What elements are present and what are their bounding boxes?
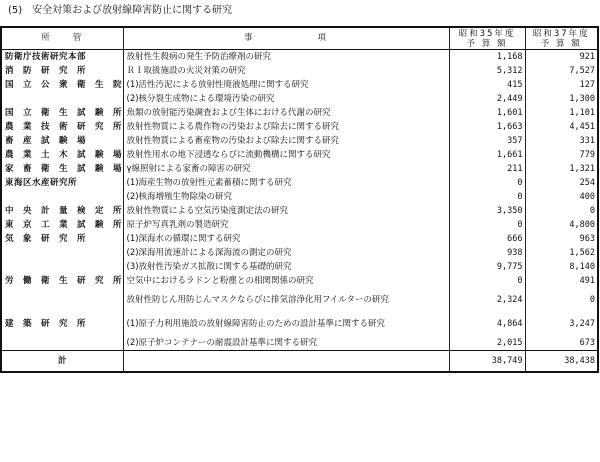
header-fy37-line1: 昭和37年度	[532, 28, 590, 39]
header-row	[1, 27, 598, 50]
item-cell: (1)原子力利用施設の放射線障害防止のための設計基準に関する研究	[123, 312, 449, 336]
fy35-amount-cell: 1,601	[449, 106, 525, 120]
item-cell: (2)核分裂生成物による環境汚染の研究	[123, 92, 449, 106]
org-cell: 農 業 技 術 研 究 所	[1, 120, 123, 134]
item-cell: (2)深海用流速計による深海流の測定の研究	[123, 246, 449, 260]
org-cell: 気 象 研 究 所	[1, 232, 123, 246]
fy37-amount-cell: 673	[525, 336, 598, 351]
table-row	[1, 134, 598, 148]
table-row	[1, 274, 598, 288]
org-cell	[1, 246, 123, 260]
org-cell: 畜 産 試 験 場	[1, 134, 123, 148]
header-fy37	[525, 27, 598, 50]
fy35-amount-cell: 0	[449, 190, 525, 204]
table-row	[1, 260, 598, 274]
fy35-amount-cell: 0	[449, 218, 525, 232]
table-row	[1, 176, 598, 190]
item-cell: (1)海産生物の放射性元素蓄積に関する研究	[123, 176, 449, 190]
fy35-amount-cell: 2,015	[449, 336, 525, 351]
budget-table	[0, 26, 599, 373]
fy37-amount-cell: 491	[525, 274, 598, 288]
table-row	[1, 312, 598, 336]
table-row	[1, 232, 598, 246]
item-cell: 原子炉写真乳剤の製造研究	[123, 218, 449, 232]
table-row	[1, 64, 598, 78]
fy35-amount-cell: 666	[449, 232, 525, 246]
fy35-amount-cell: 4,864	[449, 312, 525, 336]
table-row	[1, 106, 598, 120]
section-heading: (5) 安全対策および放射線障害防止に関する研究	[8, 5, 233, 16]
item-cell: (2)原子炉コンテナーの耐震設計基準に関する研究	[123, 336, 449, 351]
fy37-amount-cell: 400	[525, 190, 598, 204]
total-row	[1, 351, 598, 373]
table-row	[1, 78, 598, 92]
item-cell: (2)核海増殖生物除染の研究	[123, 190, 449, 204]
item-cell: 魚類の放射能汚染調査および生体における代謝の研究	[123, 106, 449, 120]
org-cell: 建 築 研 究 所	[1, 312, 123, 336]
org-cell	[1, 190, 123, 204]
fy37-amount-cell: 331	[525, 134, 598, 148]
fy37-amount-cell: 4,451	[525, 120, 598, 134]
org-cell: 東海区水産研究所	[1, 176, 123, 190]
fy37-amount-cell: 4,800	[525, 218, 598, 232]
fy35-amount-cell: 0	[449, 274, 525, 288]
org-cell: 国 立 衛 生 試 験 所	[1, 106, 123, 120]
item-cell: 放射性物質による空気汚染度測定法の研究	[123, 204, 449, 218]
org-cell	[1, 336, 123, 351]
item-cell: ＲＩ取扱施設の火災対策の研究	[123, 64, 449, 78]
total-blank	[123, 351, 449, 373]
fy37-amount-cell: 1,562	[525, 246, 598, 260]
fy37-amount-cell: 0	[525, 288, 598, 312]
header-fy35-line2: 予 算 額	[466, 38, 508, 49]
table-row	[1, 50, 598, 65]
table-row	[1, 120, 598, 134]
table-row	[1, 246, 598, 260]
item-cell: (1)深海水の循環に関する研究	[123, 232, 449, 246]
org-cell	[1, 92, 123, 106]
item-cell: 放射性物質による畜産物の汚染および除去に関する研究	[123, 134, 449, 148]
org-cell	[1, 288, 123, 312]
item-cell: 放射性物質による農作物の汚染および除去に関する研究	[123, 120, 449, 134]
item-cell: γ線照射による家畜の障害の研究	[123, 162, 449, 176]
fy35-amount-cell: 1,168	[449, 50, 525, 65]
header-fy37-line2: 予 算 額	[540, 38, 582, 49]
fy35-amount-cell: 3,350	[449, 204, 525, 218]
org-cell: 防衛庁技術研究本部	[1, 50, 123, 65]
item-cell: 放射性生殺病の発生予防治療剤の研究	[123, 50, 449, 65]
fy37-amount-cell: 1,101	[525, 106, 598, 120]
fy37-amount-cell: 0	[525, 204, 598, 218]
fy35-amount-cell: 5,312	[449, 64, 525, 78]
fy35-amount-cell: 938	[449, 246, 525, 260]
table-row	[1, 190, 598, 204]
total-label: 計	[1, 351, 123, 373]
fy35-amount-cell: 2,449	[449, 92, 525, 106]
fy37-amount-cell: 779	[525, 148, 598, 162]
fy35-amount-cell: 1,661	[449, 148, 525, 162]
org-cell: 家 畜 衛 生 試 験 場	[1, 162, 123, 176]
org-cell: 国 立 公 衆 衛 生 院	[1, 78, 123, 92]
fy35-amount-cell: 1,663	[449, 120, 525, 134]
header-org: 所 管	[1, 27, 123, 50]
fy37-amount-cell: 3,247	[525, 312, 598, 336]
table-row	[1, 92, 598, 106]
fy37-amount-cell: 8,140	[525, 260, 598, 274]
fy35-amount-cell: 0	[449, 176, 525, 190]
org-cell: 労 働 衛 生 研 究 所	[1, 274, 123, 288]
table-row	[1, 204, 598, 218]
total-fy37: 38,438	[525, 351, 598, 373]
org-cell: 消 防 研 究 所	[1, 64, 123, 78]
org-cell: 農 業 土 木 試 験 場	[1, 148, 123, 162]
total-fy35: 38,749	[449, 351, 525, 373]
fy35-amount-cell: 415	[449, 78, 525, 92]
fy35-amount-cell: 2,324	[449, 288, 525, 312]
org-cell	[1, 260, 123, 274]
fy37-amount-cell: 7,527	[525, 64, 598, 78]
org-cell: 中 央 計 量 検 定 所	[1, 204, 123, 218]
fy37-amount-cell: 963	[525, 232, 598, 246]
table-row	[1, 336, 598, 351]
fy35-amount-cell: 211	[449, 162, 525, 176]
item-cell: (3)放射性汚染ガス拡散に関する基礎的研究	[123, 260, 449, 274]
table-row	[1, 148, 598, 162]
header-fy35-line1: 昭和35年度	[458, 28, 516, 39]
item-cell: 放射性防じん用防じんマスクならびに排気溶浄化用フイルターの研究	[123, 288, 449, 312]
fy37-amount-cell: 254	[525, 176, 598, 190]
item-cell: 放射性用水の地下浸透ならびに流動機構に関する研究	[123, 148, 449, 162]
fy37-amount-cell: 1,300	[525, 92, 598, 106]
org-cell: 東 京 工 業 試 験 所	[1, 218, 123, 232]
table-row	[1, 162, 598, 176]
fy35-amount-cell: 357	[449, 134, 525, 148]
fy35-amount-cell: 9,775	[449, 260, 525, 274]
fy37-amount-cell: 921	[525, 50, 598, 65]
header-fy35	[449, 27, 525, 50]
fy37-amount-cell: 1,321	[525, 162, 598, 176]
table-row	[1, 288, 598, 312]
item-cell: (1)活性汚泥による放射性廃液処理に関する研究	[123, 78, 449, 92]
header-item: 事 項	[123, 27, 449, 50]
item-cell: 空気中におけるラドンと粉塵との相関関係の研究	[123, 274, 449, 288]
fy37-amount-cell: 127	[525, 78, 598, 92]
table-row	[1, 218, 598, 232]
